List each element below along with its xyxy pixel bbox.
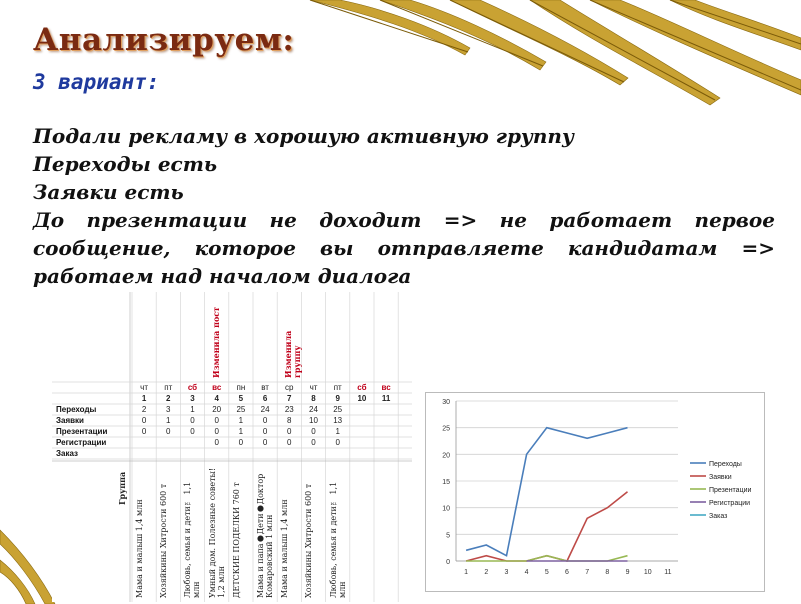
table-cell: 0	[311, 438, 316, 447]
group-name: Любовь, семья и дети™ 1,1 млн	[183, 481, 202, 598]
table-cell: 0	[190, 416, 195, 425]
x-tick-label: 4	[524, 569, 529, 576]
table-cell: 0	[311, 427, 316, 436]
x-tick-label: 5	[544, 569, 549, 576]
group-name: Любовь, семья и дети™ 1,1 млн	[328, 481, 347, 598]
legend-entry: Регистрации	[709, 500, 751, 507]
day-number: 6	[262, 394, 268, 403]
annotation-col7: Изменила группу	[283, 330, 303, 378]
group-name: ДЕТСКИЕ ПОДЕЛКИ 760 т	[231, 482, 241, 598]
day-header: вт	[261, 383, 269, 392]
table-cell: 13	[333, 416, 343, 425]
table-cell: 1	[335, 427, 340, 436]
table-cell: 3	[166, 405, 171, 414]
day-header: вс	[212, 383, 222, 392]
legend-entry: Презентации	[709, 487, 752, 494]
row-label: Заявки	[56, 416, 84, 425]
row-label: Переходы	[56, 405, 97, 414]
day-header: пн	[236, 383, 246, 392]
day-number: 8	[311, 394, 316, 403]
table-cell: 24	[309, 405, 318, 414]
day-header: ср	[285, 383, 294, 392]
group-label: Группа	[117, 471, 127, 505]
day-header: сб	[357, 383, 367, 392]
row-label: Заказ	[56, 449, 78, 458]
table-cell: 0	[287, 427, 292, 436]
y-tick-label: 10	[442, 505, 450, 513]
table-cell: 0	[262, 427, 268, 436]
table-cell: 0	[262, 438, 268, 447]
x-tick-label: 7	[585, 569, 590, 576]
body-text	[33, 122, 775, 290]
group-name: Хозяйкины Хитрости 600 т	[304, 483, 314, 598]
day-number: 11	[381, 394, 391, 403]
y-tick-label: 20	[442, 452, 450, 460]
x-tick-label: 3	[504, 569, 509, 576]
table-cell: 1	[166, 416, 171, 425]
table-cell: 8	[287, 416, 292, 425]
day-number: 7	[287, 394, 292, 403]
table-cell: 0	[214, 427, 219, 436]
group-name: Мама и малыш 1,4 млн	[280, 499, 290, 598]
table-cell: 0	[214, 416, 219, 425]
palm-leaf-decoration-bottom	[0, 520, 60, 604]
table-cell: 0	[190, 427, 195, 436]
table-cell: 10	[309, 416, 318, 425]
annotation-col4: Изменила пост	[210, 306, 221, 378]
table-cell: 20	[212, 405, 222, 414]
x-tick-label: 9	[625, 569, 630, 576]
chart-svg	[426, 393, 764, 591]
line-chart	[425, 392, 765, 592]
group-name: Хозяйкины Хитрости 600 т	[159, 483, 169, 598]
table-cell: 0	[214, 438, 219, 447]
day-number: 9	[335, 394, 340, 403]
group-name: Умный дом. Полезные советы! 1,2 млн	[207, 467, 226, 598]
table-cell: 1	[238, 427, 244, 436]
day-header: сб	[187, 383, 198, 392]
table-cell: 0	[166, 427, 171, 436]
day-header: пт	[164, 383, 173, 392]
x-tick-label: 10	[643, 569, 652, 576]
x-tick-label: 8	[605, 569, 610, 576]
table-cell: 0	[287, 438, 292, 447]
table-cell: 0	[262, 416, 268, 425]
y-tick-label: 15	[442, 479, 450, 486]
day-number: 4	[214, 394, 219, 403]
day-number: 2	[166, 394, 171, 403]
legend-entry: Переходы	[709, 461, 742, 468]
row-label: Регистрации	[56, 438, 107, 447]
series-line-1	[466, 428, 627, 556]
day-header: чт	[140, 383, 149, 392]
table-cell: 0	[238, 438, 244, 447]
row-label: Презентации	[56, 427, 108, 436]
y-tick-label: 5	[446, 532, 450, 540]
y-tick-label: 30	[442, 399, 450, 406]
slide-title: Анализируем:	[33, 22, 295, 58]
series-line-2	[466, 492, 627, 561]
day-header: пт	[333, 383, 342, 392]
x-tick-label: 6	[565, 569, 569, 576]
day-header: вс	[381, 383, 391, 392]
x-tick-label: 1	[464, 569, 469, 576]
table-cell: 1	[190, 405, 195, 414]
table-cell: 0	[141, 427, 147, 436]
x-tick-label: 2	[484, 569, 489, 576]
table-cell: 0	[335, 438, 340, 447]
body-line-4: До презентации не доходит => не работает первое сообщение, которое вы отправляете кандидатам => работаем над началом диалога	[33, 208, 775, 288]
table-cell: 2	[141, 405, 147, 414]
y-tick-label: 0	[446, 559, 450, 566]
group-name: Мама и малыш 1,4 млн	[135, 499, 144, 598]
table-cell: 1	[238, 416, 244, 425]
table-cell: 0	[141, 416, 147, 425]
body-line-2: Переходы есть	[33, 152, 218, 176]
data-table	[52, 292, 412, 602]
table-cell: 24	[260, 405, 270, 414]
day-header: чт	[309, 383, 318, 392]
day-number: 10	[357, 394, 367, 403]
day-number: 5	[238, 394, 244, 403]
day-number: 1	[141, 394, 147, 403]
day-number: 3	[190, 394, 195, 403]
group-name: Мама и папа●Дети●Доктор Комаровский 1 млн	[256, 473, 274, 598]
table-cell: 25	[236, 405, 246, 414]
legend-entry: Заказ	[709, 513, 728, 520]
table-cell: 25	[333, 405, 343, 414]
legend-entry: Заявки	[709, 474, 732, 481]
body-line-1: Подали рекламу в хорошую активную группу	[33, 124, 574, 148]
slide-subtitle: 3 вариант:	[33, 70, 160, 94]
table-cell: 23	[284, 405, 294, 414]
palm-leaf-decoration-top	[290, 0, 801, 110]
x-tick-label: 11	[664, 569, 672, 576]
body-line-3: Заявки есть	[33, 180, 184, 204]
y-tick-label: 25	[442, 425, 450, 433]
